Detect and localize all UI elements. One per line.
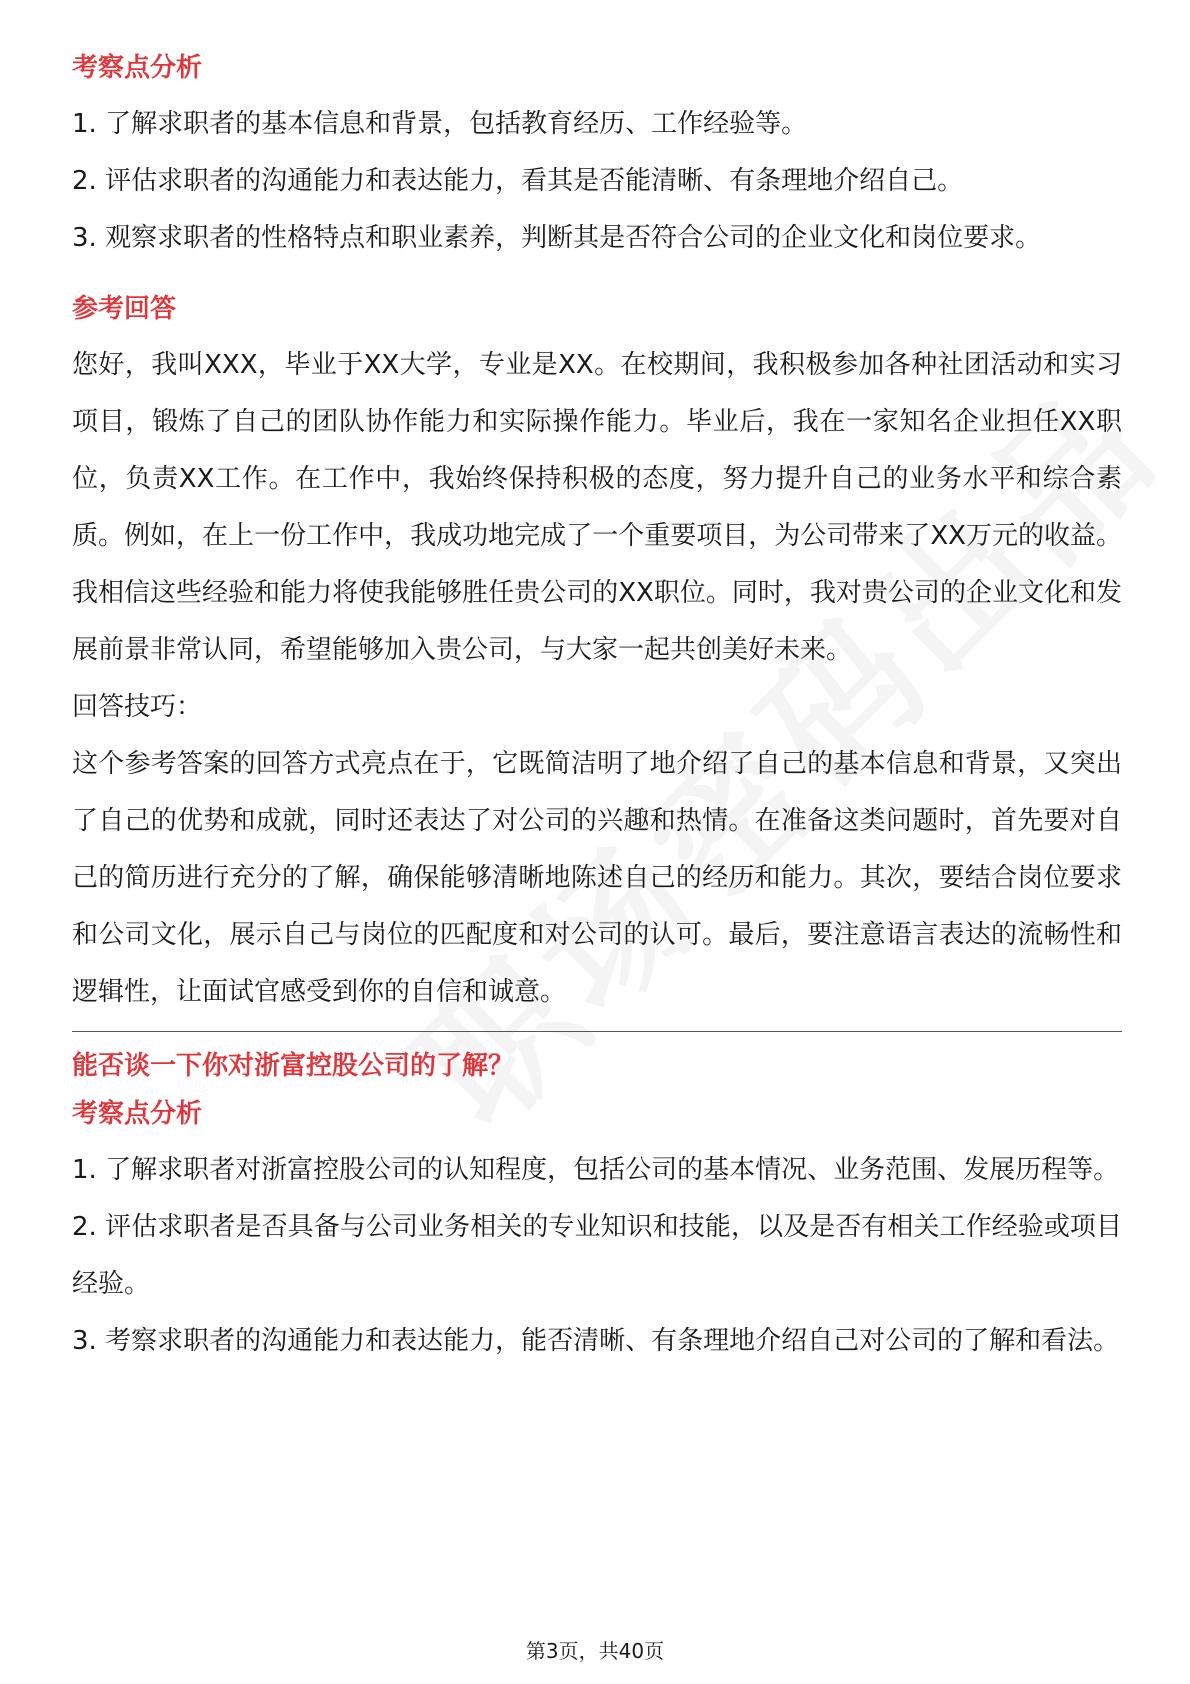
analysis-item: 1. 了解求职者的基本信息和背景，包括教育经历、工作经验等。 bbox=[72, 109, 808, 139]
analysis-heading-2: 考察点分析 bbox=[72, 1099, 203, 1129]
answer-heading: 参考回答 bbox=[72, 294, 177, 324]
analysis-item: 3. 考察求职者的沟通能力和表达能力，能否清晰、有条理地介绍自己对公司的了解和看法。 bbox=[72, 1326, 1120, 1356]
analysis-item: 2. 评估求职者是否具备与公司业务相关的专业知识和技能，以及是否有相关工作经验或项目经验。 bbox=[72, 1212, 1122, 1299]
analysis-heading-1: 考察点分析 bbox=[72, 53, 203, 83]
tips-label: 回答技巧： bbox=[72, 692, 203, 722]
page-content bbox=[72, 48, 1122, 1370]
question-heading: 能否谈一下你对浙富控股公司的了解？ bbox=[72, 1051, 515, 1081]
analysis-item: 1. 了解求职者对浙富控股公司的认知程度，包括公司的基本情况、业务范围、发展历程等。 bbox=[72, 1155, 1120, 1185]
answer-text: 您好，我叫XXX，毕业于XX大学，专业是XX。在校期间，我积极参加各种社团活动和实习项目，锻炼了自己的团队协作能力和实际操作能力。毕业后，我在一家知名企业担任XX职位，负责XX工作。在工作中，我始终保持积极的态度，努力提升自己的业务水平和综合素质。例如，在上一份工作中，我成功地完成了一个重要项目，为公司带来了XX万元的收益。我相信这些经验和能力将使我能够胜任贵公司的XX职位。同时，我对贵公司的企业文化和发展前景非常认同，希望能够加入贵公司，与大家一起共创美好未来。 bbox=[72, 350, 1122, 665]
analysis-item: 2. 评估求职者的沟通能力和表达能力，看其是否能清晰、有条理地介绍自己。 bbox=[72, 166, 964, 196]
analysis-item: 3. 观察求职者的性格特点和职业素养，判断其是否符合公司的企业文化和岗位要求。 bbox=[72, 223, 1042, 253]
section-divider bbox=[72, 1031, 1122, 1032]
page-number: 第3页，共40页 bbox=[525, 1639, 665, 1663]
tips-text: 这个参考答案的回答方式亮点在于，它既简洁明了地介绍了自己的基本信息和背景，又突出了自己的优势和成就，同时还表达了对公司的兴趣和热情。在准备这类问题时，首先要对自己的简历进行充分的了解，确保能够清晰地陈述自己的经历和能力。其次，要结合岗位要求和公司文化，展示自己与岗位的匹配度和对公司的认可。最后，要注意语言表达的流畅性和逻辑性，让面试官感受到你的自信和诚意。 bbox=[72, 749, 1122, 1007]
